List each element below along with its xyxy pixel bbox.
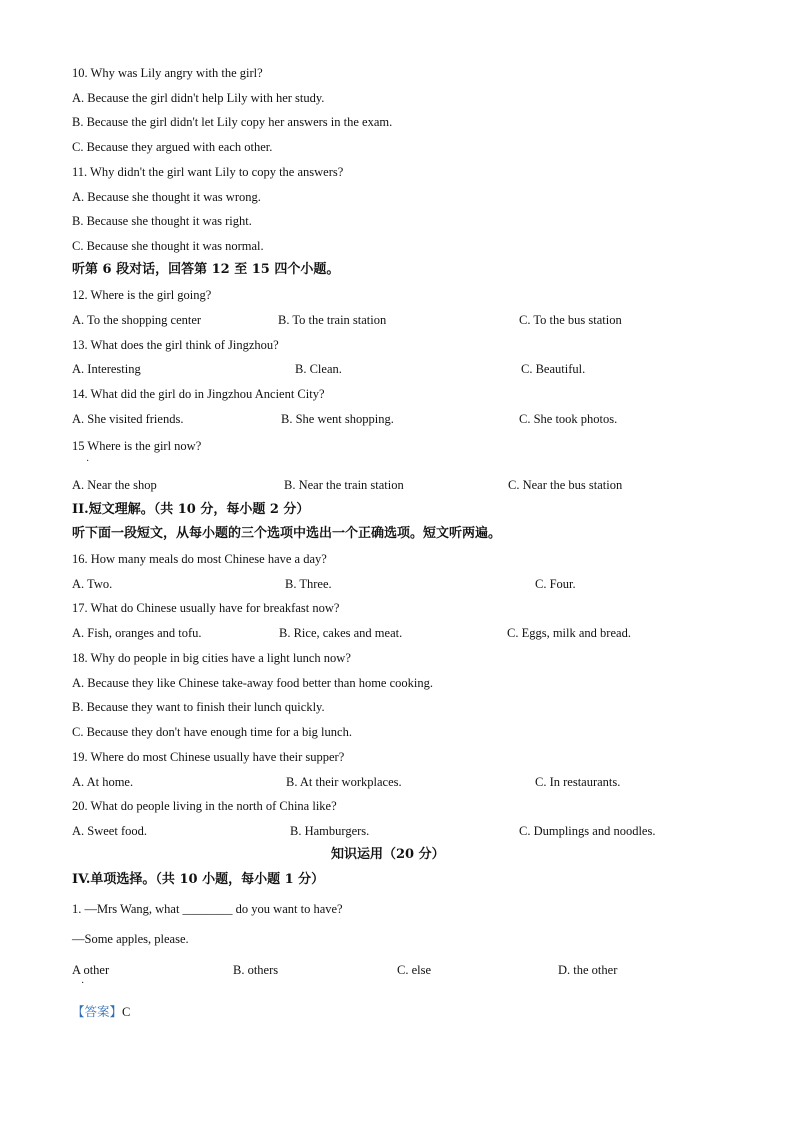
q13-option-b: B. Clean. bbox=[295, 362, 342, 376]
q10-option-b: B. Because the girl didn't let Lily copy her answers in the exam. bbox=[72, 115, 393, 129]
q13-option-c: C. Beautiful. bbox=[521, 362, 586, 376]
q13-option-a: A. Interesting bbox=[72, 362, 141, 376]
s1-option-c: C. else bbox=[397, 963, 432, 977]
q20-option-c: C. Dumplings and noodles. bbox=[519, 824, 656, 838]
part2-instruction: 听下面一段短文，从每小题的三个选项中选出一个正确选项。短文听两遍。 bbox=[72, 526, 502, 541]
q12-option-c: C. To the bus station bbox=[519, 313, 622, 327]
q18-option-a: A. Because they like Chinese take-away food better than home cooking. bbox=[72, 676, 433, 690]
q15-option-a: A. Near the shop bbox=[72, 478, 157, 492]
q17-question: 17. What do Chinese usually have for breakfast now? bbox=[72, 601, 340, 615]
q18-option-b: B. Because they want to finish their lunch quickly. bbox=[72, 700, 325, 714]
q14-option-c: C. She took photos. bbox=[519, 412, 618, 426]
q19-question: 19. Where do most Chinese usually have their supper? bbox=[72, 750, 345, 764]
stray-dot-mark: · bbox=[81, 978, 85, 989]
q18-option-c: C. Because they don't have enough time for a big lunch. bbox=[72, 725, 352, 739]
q14-question: 14. What did the girl do in Jingzhou Ancient City? bbox=[72, 387, 325, 401]
q17-option-a: A. Fish, oranges and tofu. bbox=[72, 626, 202, 640]
q15-option-b: B. Near the train station bbox=[284, 478, 404, 492]
q19-option-c: C. In restaurants. bbox=[535, 775, 621, 789]
q11-option-b: B. Because she thought it was right. bbox=[72, 214, 252, 228]
q15-question: 15 Where is the girl now? bbox=[72, 439, 202, 453]
s1-option-a: A other bbox=[72, 963, 110, 977]
q11-option-a: A. Because she thought it was wrong. bbox=[72, 190, 261, 204]
q10-option-a: A. Because the girl didn't help Lily with her study. bbox=[72, 91, 325, 105]
q20-question: 20. What do people living in the north of China like? bbox=[72, 799, 337, 813]
q12-option-a: A. To the shopping center bbox=[72, 313, 202, 327]
answer-line bbox=[72, 1004, 130, 1020]
q18-question: 18. Why do people in big cities have a light lunch now? bbox=[72, 651, 351, 665]
q13-question: 13. What does the girl think of Jingzhou? bbox=[72, 338, 279, 352]
q10-option-c: C. Because they argued with each other. bbox=[72, 140, 273, 154]
s1-option-d: D. the other bbox=[558, 963, 618, 977]
q12-question: 12. Where is the girl going? bbox=[72, 288, 212, 302]
q19-option-b: B. At their workplaces. bbox=[286, 775, 402, 789]
q11-question: 11. Why didn't the girl want Lily to copy the answers? bbox=[72, 165, 344, 179]
q10-question: 10. Why was Lily angry with the girl? bbox=[72, 66, 263, 80]
section6-heading: 听第 6 段对话，回答第 12 至 15 四个小题。 bbox=[72, 262, 340, 277]
q20-option-a: A. Sweet food. bbox=[72, 824, 147, 838]
q19-option-a: A. At home. bbox=[72, 775, 134, 789]
q14-option-a: A. She visited friends. bbox=[72, 412, 184, 426]
s1-question: 1. —Mrs Wang, what ________ do you want to have? bbox=[72, 902, 343, 916]
q12-option-b: B. To the train station bbox=[278, 313, 387, 327]
q16-option-a: A. Two. bbox=[72, 577, 113, 591]
part4-heading: IV.单项选择。（共 10 小题，每小题 1 分） bbox=[72, 872, 325, 887]
answer-tag: 【答案】 bbox=[72, 1005, 123, 1019]
q11-option-c: C. Because she thought it was normal. bbox=[72, 239, 264, 253]
q16-option-c: C. Four. bbox=[535, 577, 576, 591]
q16-question: 16. How many meals do most Chinese have a day? bbox=[72, 552, 327, 566]
q14-option-b: B. She went shopping. bbox=[281, 412, 394, 426]
q15-option-c: C. Near the bus station bbox=[508, 478, 623, 492]
knowledge-heading: 知识运用（20 分） bbox=[331, 847, 445, 862]
q16-option-b: B. Three. bbox=[285, 577, 332, 591]
q17-option-c: C. Eggs, milk and bread. bbox=[507, 626, 631, 640]
part2-heading: II.短文理解。（共 10 分，每小题 2 分） bbox=[72, 502, 310, 517]
stray-dot-mark: · bbox=[86, 456, 90, 467]
answer-value: C bbox=[122, 1005, 131, 1019]
s1-option-b: B. others bbox=[233, 963, 279, 977]
q17-option-b: B. Rice, cakes and meat. bbox=[279, 626, 403, 640]
s1-reply: —Some apples, please. bbox=[72, 932, 189, 946]
q20-option-b: B. Hamburgers. bbox=[290, 824, 370, 838]
